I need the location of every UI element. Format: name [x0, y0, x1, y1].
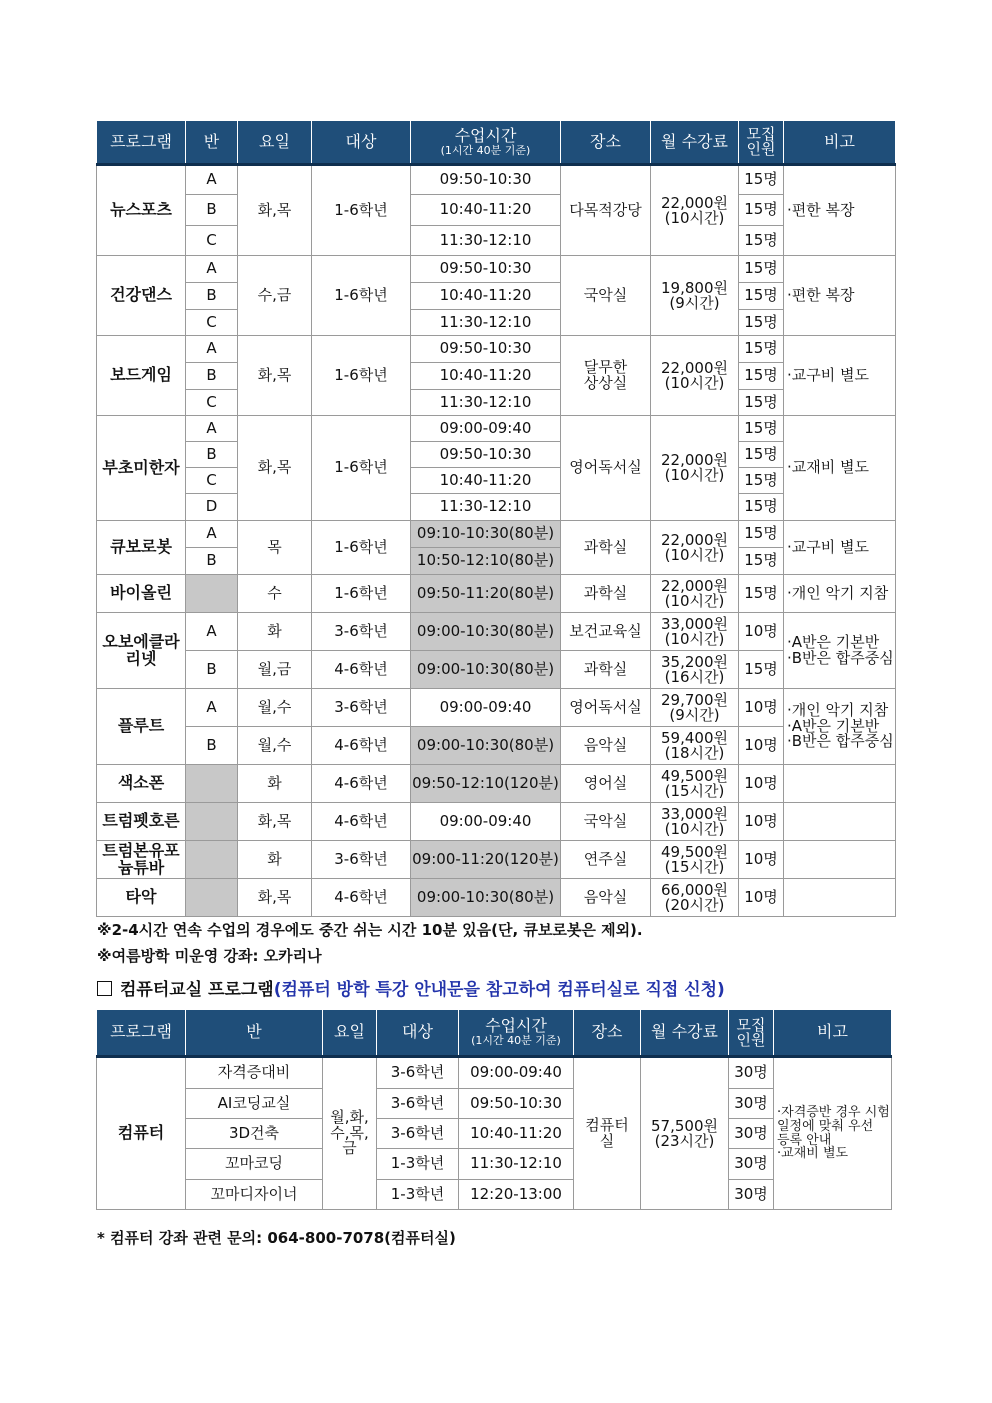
- table-header-row: [97, 1010, 892, 1057]
- place-cell: 국악실: [561, 803, 651, 841]
- class-label: C: [186, 310, 238, 336]
- fee-amount: 22,000원: [661, 530, 728, 549]
- target-cell: 4-6학년: [312, 803, 411, 841]
- recruit-count: 15명: [739, 310, 784, 336]
- days-cell: 월,수: [238, 727, 312, 765]
- computer-contact: * 컴퓨터 강좌 관련 문의: 064-800-7078(컴퓨터실): [97, 1229, 456, 1247]
- table-row: [97, 689, 896, 727]
- program-name: 플루트: [97, 689, 186, 765]
- class-label: A: [186, 256, 238, 283]
- table-row: [97, 651, 896, 689]
- header-class: 반: [186, 121, 238, 165]
- class-label: 꼬마코딩: [186, 1149, 323, 1180]
- fee-amount: 22,000원: [661, 193, 728, 212]
- class-label: A: [186, 521, 238, 548]
- place-cell: 국악실: [561, 256, 651, 336]
- header-fee: 월 수강료: [651, 121, 739, 165]
- fee-amount: 22,000원: [661, 576, 728, 595]
- time-cell: 09:00-09:40: [459, 1057, 574, 1089]
- note-cell: ·자격증반 경우 시험 일정에 맞춰 우선 등록 안내 ·교재비 별도: [774, 1057, 892, 1210]
- target-cell: 4-6학년: [312, 765, 411, 803]
- recruit-count: 15명: [739, 283, 784, 310]
- place-cell: 영어독서실: [561, 689, 651, 727]
- computer-table-body: [97, 1057, 892, 1210]
- days-cell: 수: [238, 575, 312, 613]
- note-cell: [784, 765, 896, 803]
- time-cell: 09:10-10:30(80분): [411, 521, 561, 548]
- place-cell: 과학실: [561, 651, 651, 689]
- fee-hours: (16시간): [664, 667, 725, 686]
- program-name: 보드게임: [97, 336, 186, 416]
- program-name: 컴퓨터: [97, 1057, 186, 1210]
- table-row: [97, 283, 896, 310]
- time-cell: 09:50-10:30: [411, 336, 561, 363]
- recruit-count: 15명: [739, 651, 784, 689]
- table-row: [97, 575, 896, 613]
- class-label: 3D건축: [186, 1119, 323, 1149]
- note-cell: ·편한 복장: [784, 165, 896, 256]
- class-label: B: [186, 548, 238, 575]
- days-cell: 월,화, 수,목, 금: [323, 1057, 377, 1210]
- place-cell: 컴퓨터 실: [574, 1057, 641, 1210]
- fee-amount: 49,500원: [661, 766, 728, 785]
- header-target: 대상: [312, 121, 411, 165]
- class-label: [186, 879, 238, 917]
- table-header-row: [97, 121, 896, 165]
- days-cell: 화,목: [238, 165, 312, 256]
- time-cell: 09:00-09:40: [411, 416, 561, 442]
- target-cell: 3-6학년: [312, 613, 411, 651]
- class-label: C: [186, 390, 238, 416]
- fee-hours: (18시간): [664, 743, 725, 762]
- days-cell: 수,금: [238, 256, 312, 336]
- class-label: B: [186, 363, 238, 390]
- fee-hours: (10시간): [664, 819, 725, 838]
- header-days: 요일: [238, 121, 312, 165]
- note-cell: ·편한 복장: [784, 256, 896, 336]
- class-label: 꼬마디자이너: [186, 1180, 323, 1210]
- program-table-body: [97, 165, 896, 917]
- class-label: AI코딩교실: [186, 1089, 323, 1119]
- days-cell: 화,목: [238, 416, 312, 521]
- time-cell: 09:50-12:10(120분): [411, 765, 561, 803]
- class-label: A: [186, 613, 238, 651]
- recruit-count: 15명: [739, 575, 784, 613]
- fee-hours: (9시간): [669, 293, 720, 312]
- recruit-count: 30명: [729, 1089, 774, 1119]
- after-school-program-table: [96, 120, 896, 917]
- header-note: 비고: [774, 1010, 892, 1057]
- fee-hours: (10시간): [664, 629, 725, 648]
- recruit-count: 30명: [729, 1180, 774, 1210]
- fee-amount: 22,000원: [661, 358, 728, 377]
- program-name: 오보에클라 리넷: [97, 613, 186, 689]
- note-cell: ·교재비 별도: [784, 416, 896, 521]
- program-name: 건강댄스: [97, 256, 186, 336]
- time-cell: 09:50-10:30: [411, 256, 561, 283]
- time-cell: 09:50-10:30: [411, 165, 561, 195]
- header-program: 프로그램: [97, 121, 186, 165]
- footnote-break-time: ※2-4시간 연속 수업의 경우에도 중간 쉬는 시간 10분 있음(단, 큐보로봇은 제외).: [97, 921, 643, 939]
- class-label: D: [186, 494, 238, 521]
- target-cell: 4-6학년: [312, 727, 411, 765]
- monthly-fee-cell: [651, 727, 739, 765]
- class-label: B: [186, 442, 238, 468]
- monthly-fee-cell: [651, 651, 739, 689]
- class-label: B: [186, 283, 238, 310]
- class-label: A: [186, 416, 238, 442]
- recruit-count: 15명: [739, 548, 784, 575]
- program-name: 타악: [97, 879, 186, 917]
- fee-amount: 19,800원: [661, 278, 728, 297]
- fee-amount: 57,500원: [651, 1116, 718, 1135]
- target-cell: 1-6학년: [312, 416, 411, 521]
- days-cell: 화: [238, 841, 312, 879]
- class-label: [186, 765, 238, 803]
- target-cell: 4-6학년: [312, 651, 411, 689]
- fee-hours: (10시간): [664, 591, 725, 610]
- recruit-count: 10명: [739, 689, 784, 727]
- monthly-fee-cell: [651, 841, 739, 879]
- program-name: 뉴스포츠: [97, 165, 186, 256]
- recruit-count: 10명: [739, 803, 784, 841]
- time-cell: 11:30-12:10: [411, 390, 561, 416]
- program-name: 부초미한자: [97, 416, 186, 521]
- time-cell: 10:40-11:20: [411, 363, 561, 390]
- header-program: 프로그램: [97, 1010, 186, 1057]
- days-cell: 월,금: [238, 651, 312, 689]
- time-cell: 11:30-12:10: [459, 1149, 574, 1180]
- time-cell: 12:20-13:00: [459, 1180, 574, 1210]
- fee-hours: (23시간): [654, 1131, 715, 1150]
- target-cell: 1-3학년: [377, 1149, 459, 1180]
- note-cell: [784, 879, 896, 917]
- recruit-count: 10명: [739, 841, 784, 879]
- target-cell: 3-6학년: [377, 1057, 459, 1089]
- class-label: B: [186, 651, 238, 689]
- table-row: [97, 165, 896, 195]
- time-cell: 09:50-11:20(80분): [411, 575, 561, 613]
- recruit-count: 15명: [739, 521, 784, 548]
- class-label: [186, 803, 238, 841]
- time-cell: 09:00-10:30(80분): [411, 879, 561, 917]
- place-cell: 과학실: [561, 521, 651, 575]
- fee-hours: (9시간): [669, 705, 720, 724]
- time-cell: 09:00-10:30(80분): [411, 651, 561, 689]
- recruit-count: 15명: [739, 195, 784, 226]
- fee-amount: 33,000원: [661, 804, 728, 823]
- fee-hours: (10시간): [664, 545, 725, 564]
- class-label: C: [186, 226, 238, 256]
- recruit-count: 15명: [739, 165, 784, 195]
- checkbox-square-icon: [97, 981, 112, 996]
- place-cell: 음악실: [561, 879, 651, 917]
- place-cell: 영어독서실: [561, 416, 651, 521]
- monthly-fee-cell: [651, 689, 739, 727]
- recruit-count: 15명: [739, 226, 784, 256]
- header-days: 요일: [323, 1010, 377, 1057]
- monthly-fee-cell: [651, 765, 739, 803]
- monthly-fee-cell: [651, 256, 739, 336]
- target-cell: 1-6학년: [312, 521, 411, 575]
- class-label: A: [186, 336, 238, 363]
- class-label: [186, 575, 238, 613]
- time-cell: 11:30-12:10: [411, 310, 561, 336]
- place-cell: 연주실: [561, 841, 651, 879]
- monthly-fee-cell: [651, 165, 739, 256]
- monthly-fee-cell: [651, 575, 739, 613]
- time-cell: 09:00-09:40: [411, 803, 561, 841]
- header-place: 장소: [561, 121, 651, 165]
- table-row: [97, 442, 896, 468]
- recruit-count: 30명: [729, 1119, 774, 1149]
- class-label: C: [186, 468, 238, 494]
- note-cell: [784, 803, 896, 841]
- footnote-not-operated: ※여름방학 미운영 강좌: 오카리나: [97, 947, 322, 965]
- days-cell: 화,목: [238, 879, 312, 917]
- recruit-count: 15명: [739, 494, 784, 521]
- program-name: 바이올린: [97, 575, 186, 613]
- recruit-count: 15명: [739, 442, 784, 468]
- target-cell: 1-6학년: [312, 336, 411, 416]
- table-row: [97, 521, 896, 548]
- fee-amount: 35,200원: [661, 652, 728, 671]
- fee-amount: 22,000원: [661, 451, 728, 469]
- recruit-count: 10명: [739, 879, 784, 917]
- monthly-fee-cell: [651, 613, 739, 651]
- header-time: 수업시간 (1시간 40분 기준): [411, 121, 561, 165]
- table-row: [97, 765, 896, 803]
- table-row: [97, 613, 896, 651]
- fee-hours: (15시간): [664, 781, 725, 800]
- table-row: [97, 1089, 892, 1119]
- recruit-count: 15명: [739, 256, 784, 283]
- days-cell: 화,목: [238, 336, 312, 416]
- header-fee: 월 수강료: [641, 1010, 729, 1057]
- recruit-count: 15명: [739, 336, 784, 363]
- target-cell: 1-6학년: [312, 256, 411, 336]
- place-cell: 보건교육실: [561, 613, 651, 651]
- days-cell: 화: [238, 765, 312, 803]
- table-row: [97, 494, 896, 521]
- section-subtitle: (컴퓨터 방학 특강 안내문을 참고하여 컴퓨터실로 직접 신청): [273, 980, 725, 1000]
- time-cell: 10:40-11:20: [411, 468, 561, 494]
- class-label: A: [186, 689, 238, 727]
- table-row: [97, 841, 896, 879]
- place-cell: 달무한 상상실: [561, 336, 651, 416]
- target-cell: 4-6학년: [312, 879, 411, 917]
- table-row: [97, 363, 896, 390]
- time-cell: 10:40-11:20: [411, 195, 561, 226]
- note-cell: ·A반은 기본반 ·B반은 합주중심: [784, 613, 896, 689]
- table-row: [97, 803, 896, 841]
- target-cell: 3-6학년: [377, 1089, 459, 1119]
- recruit-count: 10명: [739, 727, 784, 765]
- time-cell: 10:50-12:10(80분): [411, 548, 561, 575]
- header-note: 비고: [784, 121, 896, 165]
- header-time: 수업시간 (1시간 40분 기준): [459, 1010, 574, 1057]
- recruit-count: 30명: [729, 1057, 774, 1089]
- table-row: [97, 1119, 892, 1149]
- monthly-fee-cell: [651, 336, 739, 416]
- days-cell: 월,수: [238, 689, 312, 727]
- place-cell: 영어실: [561, 765, 651, 803]
- fee-hours: (10시간): [664, 466, 725, 484]
- time-cell: 11:30-12:10: [411, 494, 561, 521]
- fee-amount: 33,000원: [661, 614, 728, 633]
- time-cell: 10:40-11:20: [411, 283, 561, 310]
- class-label: B: [186, 727, 238, 765]
- class-label: B: [186, 195, 238, 226]
- table-row: [97, 1180, 892, 1210]
- recruit-count: 15명: [739, 468, 784, 494]
- program-name: 트럼본유포 늄튜바: [97, 841, 186, 879]
- fee-hours: (20시간): [664, 895, 725, 914]
- days-cell: 화: [238, 613, 312, 651]
- program-name: 큐보로봇: [97, 521, 186, 575]
- fee-amount: 49,500원: [661, 842, 728, 861]
- table-row: [97, 727, 896, 765]
- recruit-count: 15명: [739, 363, 784, 390]
- header-place: 장소: [574, 1010, 641, 1057]
- table-row: [97, 1149, 892, 1180]
- time-cell: 09:00-10:30(80분): [411, 613, 561, 651]
- table-row: [97, 416, 896, 442]
- target-cell: 1-6학년: [312, 575, 411, 613]
- table-row: [97, 879, 896, 917]
- fee-amount: 66,000원: [661, 880, 728, 899]
- time-cell: 09:50-10:30: [411, 442, 561, 468]
- target-cell: 3-6학년: [377, 1119, 459, 1149]
- fee-amount: 59,400원: [661, 728, 728, 747]
- monthly-fee-cell: [651, 521, 739, 575]
- days-cell: 화,목: [238, 803, 312, 841]
- table-row: [97, 548, 896, 575]
- class-label: [186, 841, 238, 879]
- days-cell: 목: [238, 521, 312, 575]
- class-label: A: [186, 165, 238, 195]
- recruit-count: 15명: [739, 416, 784, 442]
- monthly-fee-cell: [651, 879, 739, 917]
- note-cell: ·개인 악기 지참 ·A반은 기본반 ·B반은 합주중심: [784, 689, 896, 765]
- recruit-count: 10명: [739, 765, 784, 803]
- fee-amount: 29,700원: [661, 690, 728, 709]
- monthly-fee-cell: [641, 1057, 729, 1210]
- table-row: [97, 336, 896, 363]
- recruit-count: 10명: [739, 613, 784, 651]
- table-row: [97, 195, 896, 226]
- time-cell: 09:50-10:30: [459, 1089, 574, 1119]
- monthly-fee-cell: [651, 803, 739, 841]
- time-cell: 09:00-10:30(80분): [411, 727, 561, 765]
- target-cell: 1-3학년: [377, 1180, 459, 1210]
- place-cell: 음악실: [561, 727, 651, 765]
- place-cell: 과학실: [561, 575, 651, 613]
- class-label: 자격증대비: [186, 1057, 323, 1089]
- table-row: [97, 1057, 892, 1089]
- time-cell: 09:00-11:20(120분): [411, 841, 561, 879]
- table-row: [97, 468, 896, 494]
- fee-hours: (10시간): [664, 208, 725, 227]
- recruit-count: 15명: [739, 390, 784, 416]
- fee-hours: (10시간): [664, 373, 725, 392]
- program-name: 색소폰: [97, 765, 186, 803]
- time-cell: 10:40-11:20: [459, 1119, 574, 1149]
- table-row: [97, 226, 896, 256]
- target-cell: 3-6학년: [312, 689, 411, 727]
- note-cell: ·개인 악기 지참: [784, 575, 896, 613]
- section-title: 컴퓨터교실 프로그램: [120, 980, 274, 1000]
- note-cell: ·교구비 별도: [784, 521, 896, 575]
- table-row: [97, 310, 896, 336]
- fee-hours: (15시간): [664, 857, 725, 876]
- program-name: 트럼펫호른: [97, 803, 186, 841]
- target-cell: 1-6학년: [312, 165, 411, 256]
- monthly-fee-cell: [651, 416, 739, 521]
- time-cell: 09:00-09:40: [411, 689, 561, 727]
- target-cell: 3-6학년: [312, 841, 411, 879]
- recruit-count: 30명: [729, 1149, 774, 1180]
- header-class: 반: [186, 1010, 323, 1057]
- computer-section-heading: [97, 975, 725, 1000]
- header-target: 대상: [377, 1010, 459, 1057]
- place-cell: 다목적강당: [561, 165, 651, 256]
- time-cell: 11:30-12:10: [411, 226, 561, 256]
- note-cell: ·교구비 별도: [784, 336, 896, 416]
- computer-program-table: [96, 1009, 892, 1210]
- header-recruit: 모집 인원: [739, 121, 784, 165]
- header-recruit: 모집 인원: [729, 1010, 774, 1057]
- table-row: [97, 390, 896, 416]
- note-cell: [784, 841, 896, 879]
- table-row: [97, 256, 896, 283]
